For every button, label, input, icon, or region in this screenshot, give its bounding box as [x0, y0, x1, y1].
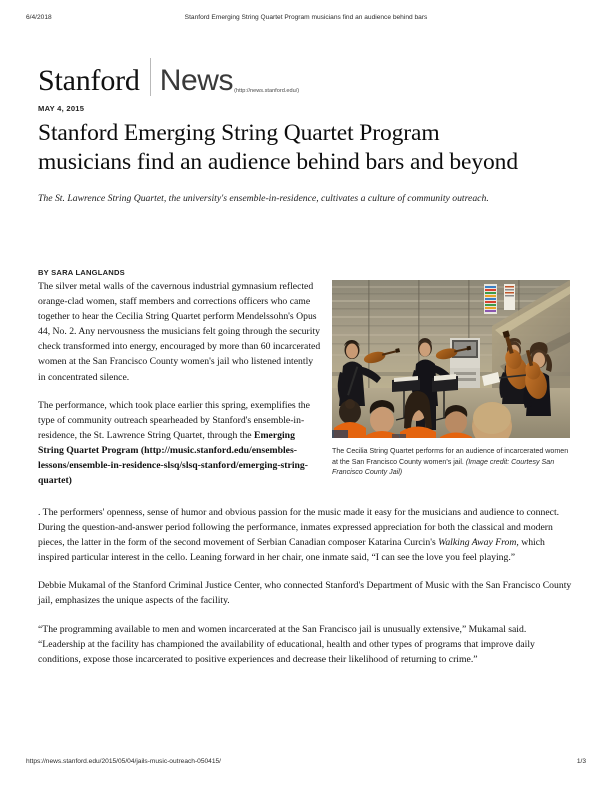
paragraph-3: Debbie Mukamal of the Stanford Criminal Justice Center, who connected Stanford's Department of Music with the San Francisco County jail, emphasizes the unique aspects of the facility. — [38, 580, 572, 607]
masthead-url-link[interactable]: (http://news.stanford.edu/) — [234, 88, 300, 94]
paragraph-2-narrow — [38, 398, 321, 489]
site-masthead[interactable] — [38, 62, 299, 96]
paragraph-1: The silver metal walls of the cavernous industrial gymnasium reflected orange-clad women, staff members and corrections officers who came together to hear the Cecilia String Quartet perform Mendelssohn's Opus 44, No. 2. Any nervousness the musicians felt going through the security check transformed into energy, encouraged by more than 60 incarcerated women at the San Francisco County women's jail who listened intently in concentrated silence. — [38, 281, 321, 383]
print-header-title: Stanford Emerging String Quartet Program musicians find an audience behind bars — [184, 14, 428, 21]
print-footer-page-number: 1/3 — [576, 758, 586, 765]
stanford-wordmark[interactable]: Stanford — [38, 64, 140, 97]
print-header — [0, 14, 612, 26]
composition-title: Walking Away From, — [438, 537, 519, 549]
article-figure — [332, 280, 570, 478]
print-footer — [0, 758, 612, 770]
article-byline: BY SARA LANGLANDS — [38, 268, 125, 277]
article-date: MAY 4, 2015 — [38, 104, 85, 113]
print-header-date: 6/4/2018 — [26, 14, 52, 21]
paragraph-2-lead: The performance, which took place earlier this spring, exemplifies the type of community outreach spearheaded by Stanford's ensemble-in-residence, the St. Lawrence String Quartet, through the — [38, 399, 310, 441]
page-title: Stanford Emerging String Quartet Program musicians find an audience behind bars and beyond — [38, 120, 518, 175]
article-body-narrow — [38, 268, 321, 488]
article-deck: The St. Lawrence String Quartet, the university's ensemble-in-residence, cultivates a culture of community outreach. — [38, 193, 489, 204]
quartet-performance-photo — [332, 280, 570, 438]
paragraph-2-tail-a: . The performers' openness, sense of humor and obvious passion for the music made it easy for the musicians and audience to connect. During the question-and-answer period following the performance, inmates expressed appreciation for both the classical and modern pieces, the latter in the form of the second movement of Serbian Canadian composer Katarina Curcin's — [38, 507, 560, 549]
figure-caption — [332, 446, 570, 478]
article-header — [38, 104, 574, 226]
paragraph-2-tail-b: which inspired particular interest in the cello. Leaning forward in her chair, one inmate said, “I can see the love you feel playing.” — [38, 537, 545, 564]
figure-caption-credit: (Image credit: Courtesy San Francisco County Jail) — [332, 457, 555, 477]
emerging-string-quartet-link[interactable]: Emerging String Quartet Program (http://music.stanford.edu/ensembles-lessons/ensemble-in-residence-slsq/slsq-stanford/emerging-string-quartet) — [38, 429, 308, 487]
print-footer-url[interactable]: https://news.stanford.edu/2015/05/04/jails-music-outreach-050415/ — [26, 758, 221, 765]
article-body-wide — [38, 505, 574, 667]
masthead-divider — [150, 58, 151, 96]
paragraph-2-continued — [38, 505, 574, 565]
news-wordmark[interactable]: News — [159, 64, 234, 97]
figure-caption-text: The Cecilia String Quartet performs for an audience of incarcerated women at the San Francisco County women's jail. — [332, 447, 569, 466]
paragraph-4: “The programming available to men and women incarcerated at the San Francisco jail is unusually extensive,” Mukamal said. “Leadership at the facility has championed the availability of educational, health and other types of programs that improve daily conditions, expose those incarcerated to positive experiences and decrease their likelihood of returning to crime.” — [38, 623, 535, 665]
